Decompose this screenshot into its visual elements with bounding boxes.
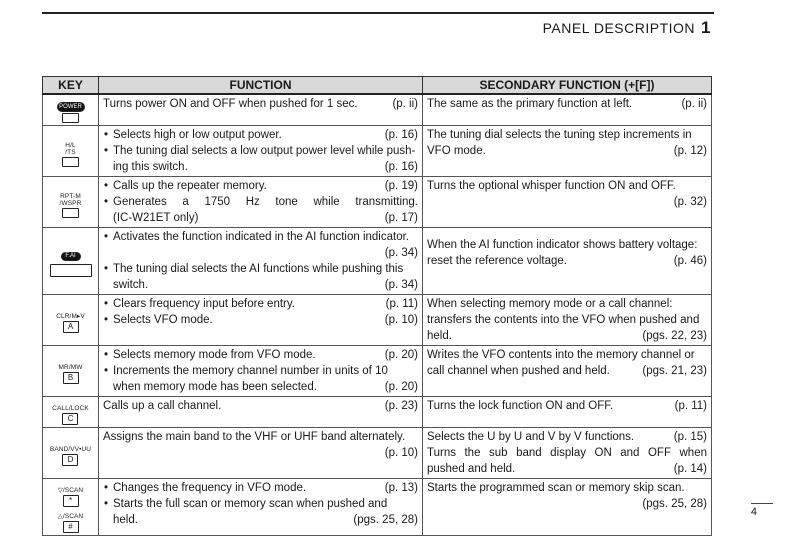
function-cell	[99, 94, 423, 126]
function-text: (IC-W21ET only)	[113, 212, 199, 224]
secondary-text: call channel when pushed and held.	[427, 365, 610, 377]
key-label: MR/MW	[58, 364, 83, 371]
function-text: The tuning dial selects the AI functions while pushing this	[113, 263, 404, 275]
secondary-text: When selecting memory mode or a call channel:	[427, 298, 673, 310]
chapter-number: 1	[701, 18, 711, 37]
function-line	[103, 143, 418, 159]
function-line	[103, 347, 418, 363]
secondary-line	[427, 461, 707, 477]
col-header-function: FUNCTION	[99, 77, 423, 95]
secondary-line	[427, 253, 707, 269]
page-ref: (p. 20)	[384, 349, 418, 361]
secondary-line	[427, 127, 707, 143]
scan-down-key	[58, 487, 83, 507]
table-row	[43, 126, 712, 177]
key-cell	[43, 94, 99, 126]
secondary-cell	[423, 479, 712, 536]
secondary-text: Writes the VFO contents into the memory channel or	[427, 349, 695, 361]
secondary-line	[427, 429, 707, 445]
page-header	[543, 18, 711, 38]
function-cell	[99, 126, 423, 177]
function-line	[103, 496, 418, 512]
func-key-label: F.AI	[61, 252, 81, 261]
page-ref: (p. 34)	[384, 247, 418, 259]
function-text: held.	[113, 514, 138, 526]
secondary-text: reset the reference voltage.	[427, 255, 567, 267]
key-label: /TS	[65, 148, 76, 156]
function-text: Calls up a call channel.	[103, 400, 222, 412]
clr-key	[56, 313, 85, 333]
function-cell	[99, 397, 423, 428]
function-text: when memory mode has been selected.	[113, 381, 317, 393]
secondary-text: pushed and held.	[427, 463, 516, 475]
secondary-text: The same as the primary function at left.	[427, 98, 633, 110]
func-key	[50, 251, 92, 277]
function-line	[103, 210, 418, 226]
page-ref: (p. 11)	[385, 298, 418, 310]
page-ref: (p. ii)	[681, 98, 707, 110]
key-button-letter: A	[63, 321, 79, 333]
page-ref: (p. 10)	[384, 447, 418, 459]
key-label: CLR/M▸V	[56, 313, 85, 320]
function-text: ing this switch.	[113, 161, 188, 173]
secondary-text: Selects the U by U and V by V functions.	[427, 431, 635, 443]
key-label: RPT-M	[60, 192, 81, 200]
key-button-shape	[50, 264, 92, 277]
secondary-text: Starts the programmed scan or memory skip scan.	[427, 482, 685, 494]
page-ref: (p. 16)	[384, 161, 418, 173]
secondary-cell	[423, 126, 712, 177]
key-cell	[43, 397, 99, 428]
page-ref: (p. 16)	[384, 129, 418, 141]
secondary-text: transfers the contents into the VFO when pushed and	[427, 314, 700, 326]
page-ref: (pgs. 25, 28)	[353, 514, 418, 526]
secondary-cell	[423, 346, 712, 397]
function-line	[103, 445, 418, 461]
secondary-line	[427, 194, 707, 210]
function-text: switch.	[113, 279, 149, 291]
table-row	[43, 428, 712, 479]
key-label: /WSPR	[59, 199, 82, 207]
secondary-line	[427, 143, 707, 159]
function-line	[103, 261, 418, 277]
key-label: △/SCAN	[57, 513, 84, 520]
page-ref: (p. 17)	[384, 212, 418, 224]
function-line	[103, 178, 418, 194]
function-text: • Selects memory mode from VFO mode.	[113, 349, 316, 361]
secondary-text: The tuning dial selects the tuning step increments in	[427, 129, 692, 141]
power-key	[57, 101, 85, 123]
page-ref: (p. 13)	[384, 482, 418, 494]
secondary-text: Turns the optional whisper function ON and OFF.	[427, 180, 676, 192]
table-row	[43, 94, 712, 126]
function-text: • Changes the frequency in VFO mode.	[113, 482, 307, 494]
function-line	[103, 379, 418, 395]
header-title: PANEL DESCRIPTION	[542, 20, 696, 36]
secondary-line	[427, 229, 707, 253]
panel-description-table	[42, 76, 712, 536]
secondary-cell	[423, 428, 712, 479]
key-button-shape	[62, 113, 79, 123]
function-text: • Clears frequency input before entry.	[113, 298, 295, 310]
key-button-letter: *	[63, 495, 79, 507]
page-number-rule	[751, 503, 773, 504]
secondary-line	[427, 296, 707, 312]
table-row	[43, 228, 712, 295]
band-key	[50, 446, 91, 466]
function-text: Starts the full scan or memory scan when pushed and	[113, 498, 388, 510]
secondary-line	[427, 178, 707, 194]
page-ref: (p. 11)	[674, 400, 707, 412]
hl-ts-key	[62, 142, 79, 167]
key-label: ▽/SCAN	[57, 487, 84, 494]
top-rule	[42, 12, 714, 14]
key-cell	[43, 228, 99, 295]
secondary-text: Turns the lock function ON and OFF.	[427, 400, 614, 412]
function-text: • Selects high or low output power.	[113, 129, 282, 141]
function-cell	[99, 346, 423, 397]
function-cell	[99, 177, 423, 228]
secondary-cell	[423, 228, 712, 295]
key-button-shape	[62, 208, 79, 218]
secondary-line	[427, 480, 707, 496]
key-cell	[43, 479, 99, 536]
page-ref: (p. 46)	[673, 255, 707, 267]
page-ref: (p. 12)	[673, 145, 707, 157]
function-cell	[99, 295, 423, 346]
secondary-text: Turns the sub band display ON and OFF when	[427, 447, 707, 459]
function-line	[103, 159, 418, 175]
key-cell	[43, 126, 99, 177]
secondary-cell	[423, 295, 712, 346]
key-button-letter: C	[62, 413, 78, 425]
page-number: 4	[750, 506, 757, 518]
secondary-line	[427, 347, 707, 363]
key-button-letter: B	[63, 372, 79, 384]
secondary-cell	[423, 397, 712, 428]
rpt-m-key	[60, 193, 82, 218]
function-line	[103, 512, 418, 528]
table-row	[43, 295, 712, 346]
page-ref: (pgs. 22, 23)	[642, 330, 707, 342]
page-ref: (p. ii)	[392, 98, 418, 110]
function-line	[103, 229, 418, 245]
mr-mw-key	[59, 364, 83, 384]
key-label: H/L	[65, 141, 76, 149]
secondary-line	[427, 363, 707, 379]
function-line	[103, 245, 418, 261]
table-row	[43, 479, 712, 536]
secondary-text: When the AI function indicator shows battery voltage:	[427, 239, 698, 251]
key-label: CALL/LOCK	[52, 405, 89, 412]
secondary-text: held.	[427, 330, 452, 342]
secondary-line	[427, 496, 707, 512]
function-line	[103, 277, 418, 293]
function-line	[103, 480, 418, 496]
secondary-text: VFO mode.	[427, 145, 486, 157]
function-text: Generates a 1750 Hz tone while transmitting.	[113, 196, 418, 208]
function-text: The tuning dial selects a low output power level while push-	[113, 145, 416, 157]
page-ref: (p. 32)	[673, 196, 707, 208]
key-button-shape	[62, 157, 79, 167]
key-cell	[43, 177, 99, 228]
call-lock-key	[52, 405, 89, 425]
key-button-letter: D	[62, 454, 78, 466]
function-text: Turns power ON and OFF when pushed for 1 sec.	[103, 98, 358, 110]
function-text: • Selects VFO mode.	[113, 314, 213, 326]
table-row	[43, 346, 712, 397]
page-ref: (p. 34)	[384, 279, 418, 291]
table-row	[43, 397, 712, 428]
table-header-row	[43, 77, 712, 95]
table-row	[43, 177, 712, 228]
function-line	[103, 96, 418, 112]
function-line	[103, 127, 418, 143]
key-label: BAND/VV•UU	[49, 446, 92, 453]
secondary-cell	[423, 177, 712, 228]
page-ref: (p. 10)	[384, 314, 418, 326]
page-ref: (p. 19)	[384, 180, 418, 192]
function-line	[103, 312, 418, 328]
function-cell	[99, 479, 423, 536]
function-cell	[99, 228, 423, 295]
scan-up-key	[58, 513, 83, 533]
function-text: Assigns the main band to the VHF or UHF band alternately.	[103, 431, 406, 443]
function-cell	[99, 428, 423, 479]
function-line	[103, 398, 418, 414]
col-header-secondary: SECONDARY FUNCTION (+[F])	[423, 77, 712, 95]
secondary-line	[427, 328, 707, 344]
page-ref: (pgs. 25, 28)	[642, 498, 707, 510]
col-header-key: KEY	[43, 77, 99, 95]
secondary-cell	[423, 94, 712, 126]
function-text: Increments the memory channel number in units of 10	[113, 365, 388, 377]
key-cell	[43, 346, 99, 397]
function-text: Activates the function indicated in the AI function indicator.	[113, 231, 409, 243]
secondary-line	[427, 312, 707, 328]
page-ref: (pgs. 21, 23)	[642, 365, 707, 377]
function-text: • Calls up the repeater memory.	[113, 180, 267, 192]
secondary-line	[427, 398, 707, 414]
key-cell	[43, 428, 99, 479]
key-cell	[43, 295, 99, 346]
secondary-line	[427, 445, 707, 461]
function-line	[103, 296, 418, 312]
secondary-line	[427, 96, 707, 112]
page-ref: (p. 14)	[673, 463, 707, 475]
function-line	[103, 429, 418, 445]
page-ref: (p. 20)	[384, 381, 418, 393]
page-ref: (p. 15)	[673, 431, 707, 443]
function-line	[103, 363, 418, 379]
key-button-letter: #	[63, 521, 79, 533]
power-key-label: POWER	[57, 102, 85, 112]
function-line	[103, 194, 418, 210]
page-ref: (p. 23)	[384, 400, 418, 412]
